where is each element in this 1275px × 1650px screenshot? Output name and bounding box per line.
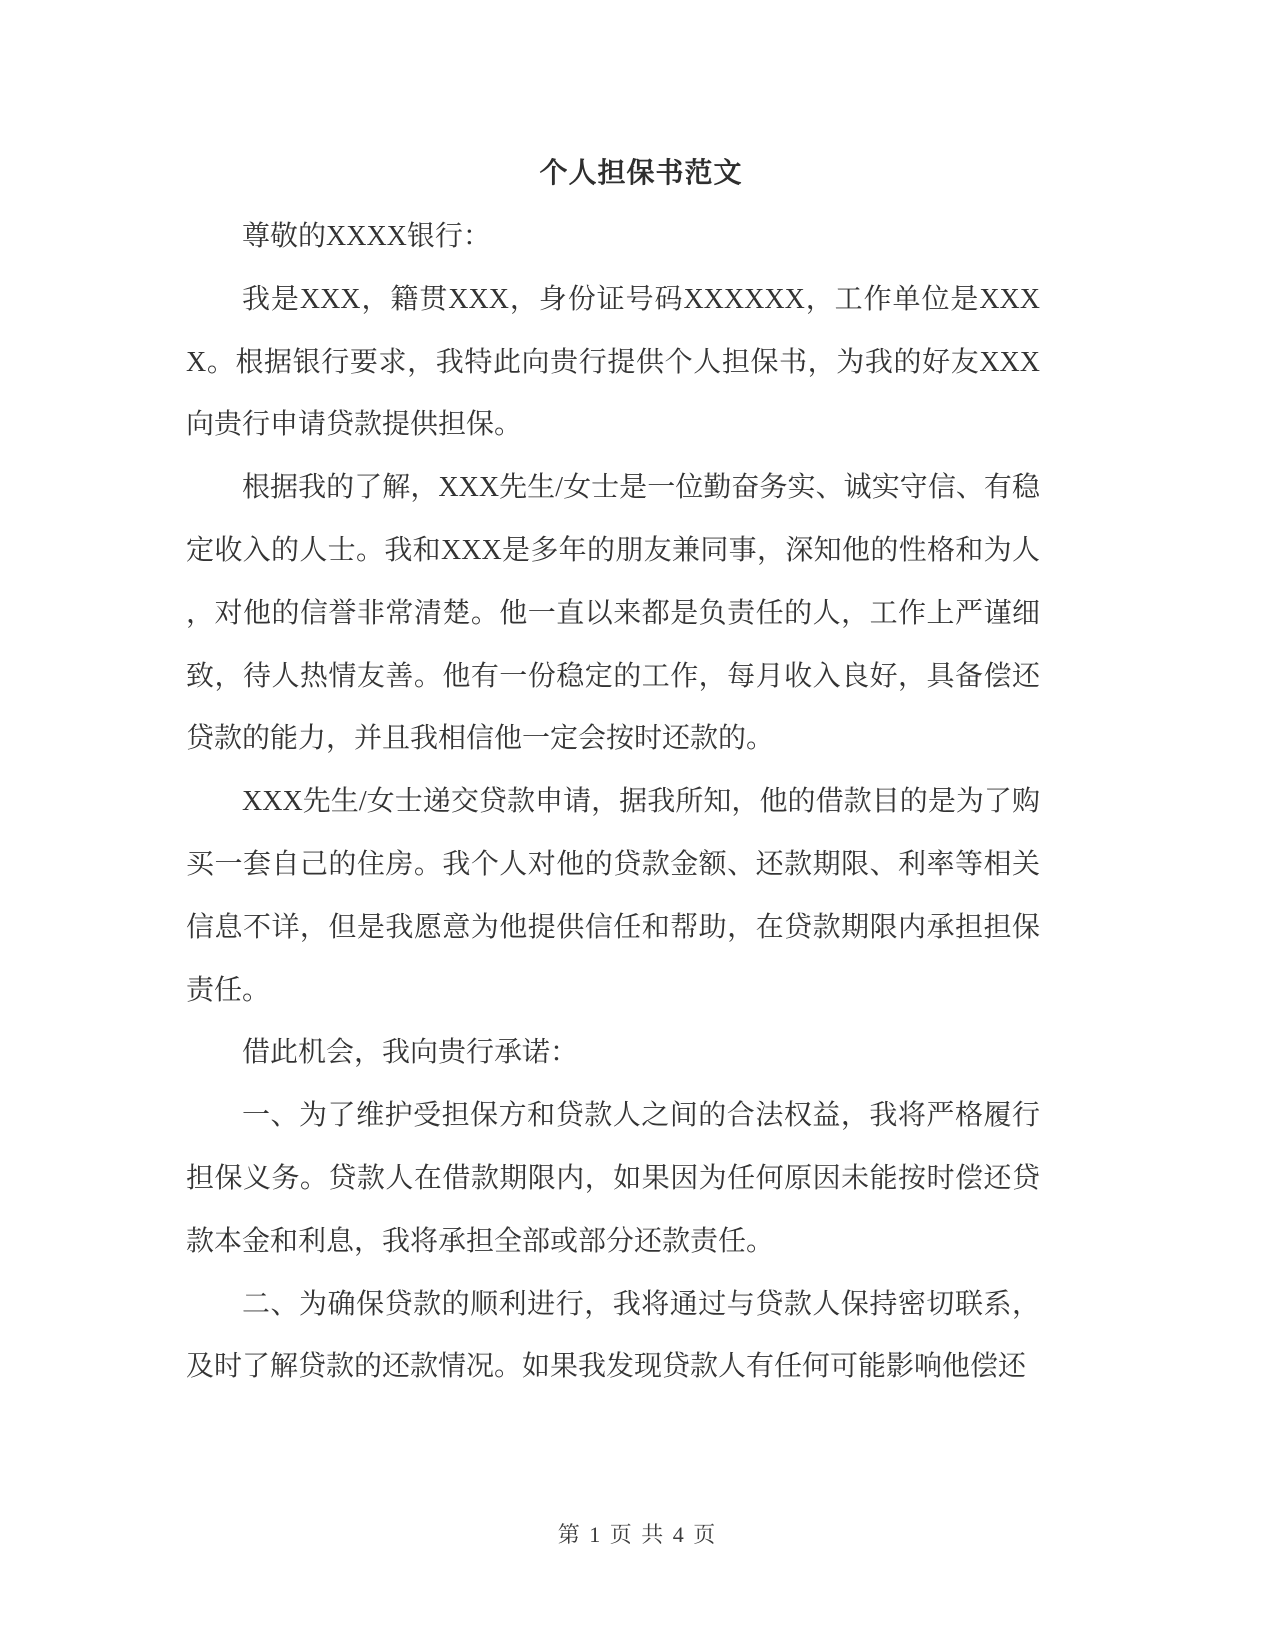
paragraph-commitment-lead-in: 借此机会，我向贵行承诺：: [242, 1037, 579, 1069]
paragraph-borrower-character: 根据我的了解，XXX先生/女士是一位勤奋务实、诚实守信、有稳定收入的人士。我和XXX是多年的朋友兼同事，深知他的性格和为人，对他的信誉非常清楚。他一直以来都是负责任的人，工作上严谨细致，待人热情友善。他有一份稳定的工作，每月收入良好，具备偿还贷款的能力，并且我相信他一定会按时还款的。: [186, 472, 1040, 755]
page-title: 个人担保书范文: [539, 158, 743, 189]
paragraph-commitment-2: 二、为确保贷款的顺利进行，我将通过与贷款人保持密切联系，及时了解贷款的还款情况。如果我发现贷款人有任何可能影响他偿还: [186, 1288, 1040, 1383]
page-number: 第 1 页 共 4 页: [557, 1522, 718, 1547]
paragraph-introduction: 我是XXX，籍贯XXX，身份证号码XXXXXX，工作单位是XXXX。根据银行要求，我特此向贵行提供个人担保书，为我的好友XXX向贵行申请贷款提供担保。: [186, 283, 1040, 441]
paragraph-commitment-1: 一、为了维护受担保方和贷款人之间的合法权益，我将严格履行担保义务。贷款人在借款期限内，如果因为任何原因未能按时偿还贷款本金和利息，我将承担全部或部分还款责任。: [186, 1100, 1040, 1257]
paragraph-loan-purpose: XXX先生/女士递交贷款申请，据我所知，他的借款目的是为了购买一套自己的住房。我个人对他的贷款金额、还款期限、利率等相关信息不详，但是我愿意为他提供信任和帮助，在贷款期限内承担担保责任。: [186, 786, 1040, 1006]
document-body: [186, 206, 1040, 1399]
paragraph-salutation: 尊敬的XXXX银行：: [242, 221, 491, 252]
